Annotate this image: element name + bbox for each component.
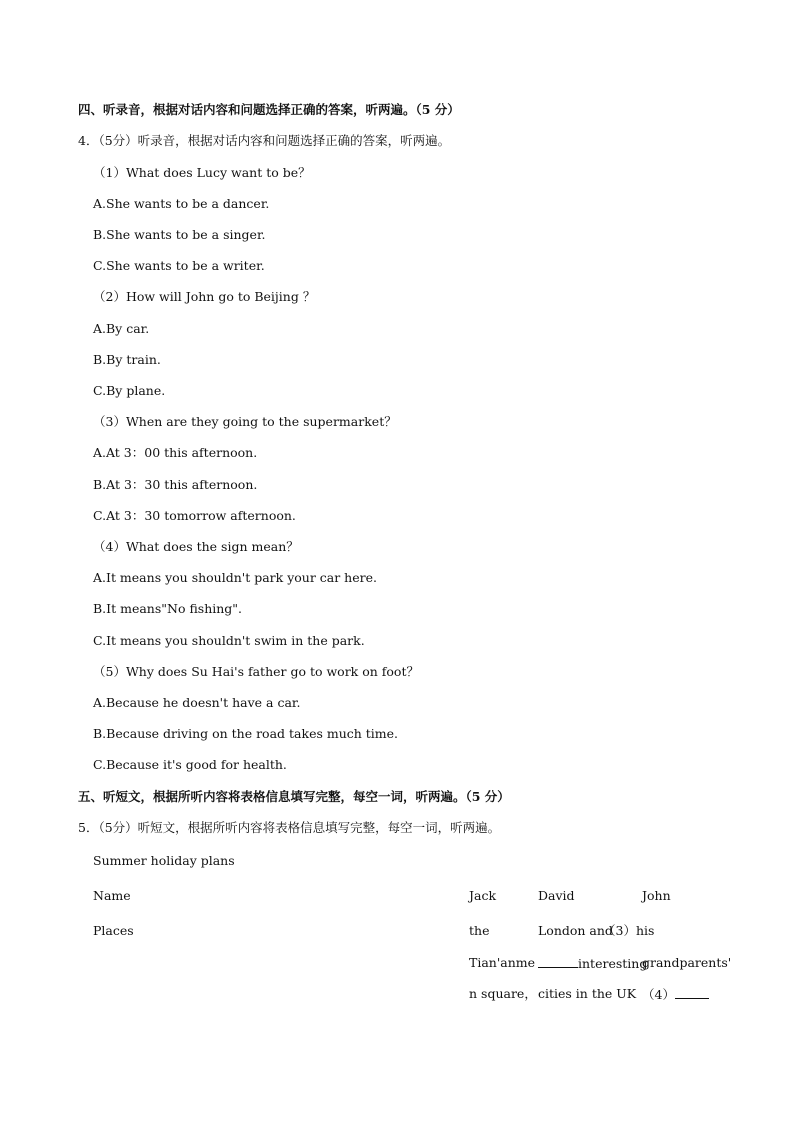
item-4-stem: （4）What does the sign mean？ <box>93 539 299 554</box>
item-3-option-c: C.At 3：30 tomorrow afternoon. <box>93 508 296 523</box>
jack-places-line-1: the <box>469 923 490 938</box>
jack-places-line-2: Tian'anme <box>469 955 536 970</box>
item-5-option-c: C.Because it's good for health. <box>93 757 287 772</box>
item-3-option-a: A.At 3：00 this afternoon. <box>93 445 258 460</box>
david-places-line-2-text: interesting <box>578 956 648 971</box>
item-2-option-b: B.By train. <box>93 352 161 367</box>
question-4: 4．（5分）听录音，根据对话内容和问题选择正确的答案，听两遍。 <box>78 133 451 148</box>
answer-blank-4[interactable] <box>675 986 709 999</box>
item-4-option-b: B.It means"No fishing". <box>93 601 243 616</box>
item-1-option-c: C.She wants to be a writer. <box>93 258 265 273</box>
section-4-heading: 四、听录音，根据对话内容和问题选择正确的答案，听两遍。（5 分） <box>78 102 460 117</box>
item-1-option-b: B.She wants to be a singer. <box>93 227 266 242</box>
table-name-david: David <box>538 888 575 903</box>
item-2-option-a: A.By car. <box>93 321 150 336</box>
table-name-john: John <box>642 888 671 903</box>
item-5-stem: （5）Why does Su Hai's father go to work on foot？ <box>93 664 419 679</box>
answer-blank[interactable] <box>538 955 578 968</box>
item-4-option-c: C.It means you shouldn't swim in the park. <box>93 633 365 648</box>
jack-places-line-3: n square， <box>469 986 537 1001</box>
table-name-label: Name <box>93 888 131 903</box>
question-5: 5．（5分）听短文，根据所听内容将表格信息填写完整，每空一词，听两遍。 <box>78 820 501 835</box>
item-3-stem: （3）When are they going to the supermarket？ <box>93 414 397 429</box>
table-name-jack: Jack <box>469 888 497 903</box>
john-places-line-3-text: （4） <box>642 987 675 1002</box>
john-places-line-3 <box>642 986 709 1003</box>
item-4-option-a: A.It means you shouldn't park your car here. <box>93 570 377 585</box>
item-1-stem: （1）What does Lucy want to be？ <box>93 165 311 180</box>
table-places-label: Places <box>93 923 134 938</box>
item-2-stem: （2）How will John go to Beijing ？ <box>93 289 316 304</box>
item-5-option-a: A.Because he doesn't have a car. <box>93 695 301 710</box>
item-5-option-b: B.Because driving on the road takes much time. <box>93 726 399 741</box>
item-1-option-a: A.She wants to be a dancer. <box>93 196 270 211</box>
david-places-line-3: cities in the UK <box>538 986 637 1001</box>
david-places-line-2 <box>538 955 647 972</box>
item-2-option-c: C.By plane. <box>93 383 166 398</box>
john-places-line-1: （3）his <box>603 923 655 938</box>
table-title: Summer holiday plans <box>93 853 235 868</box>
john-places-line-2: grandparents' <box>642 955 732 970</box>
david-places-line-1: London and <box>538 923 613 938</box>
item-3-option-b: B.At 3：30 this afternoon. <box>93 477 258 492</box>
section-5-heading: 五、听短文，根据所听内容将表格信息填写完整，每空一词，听两遍。（5 分） <box>78 789 510 804</box>
